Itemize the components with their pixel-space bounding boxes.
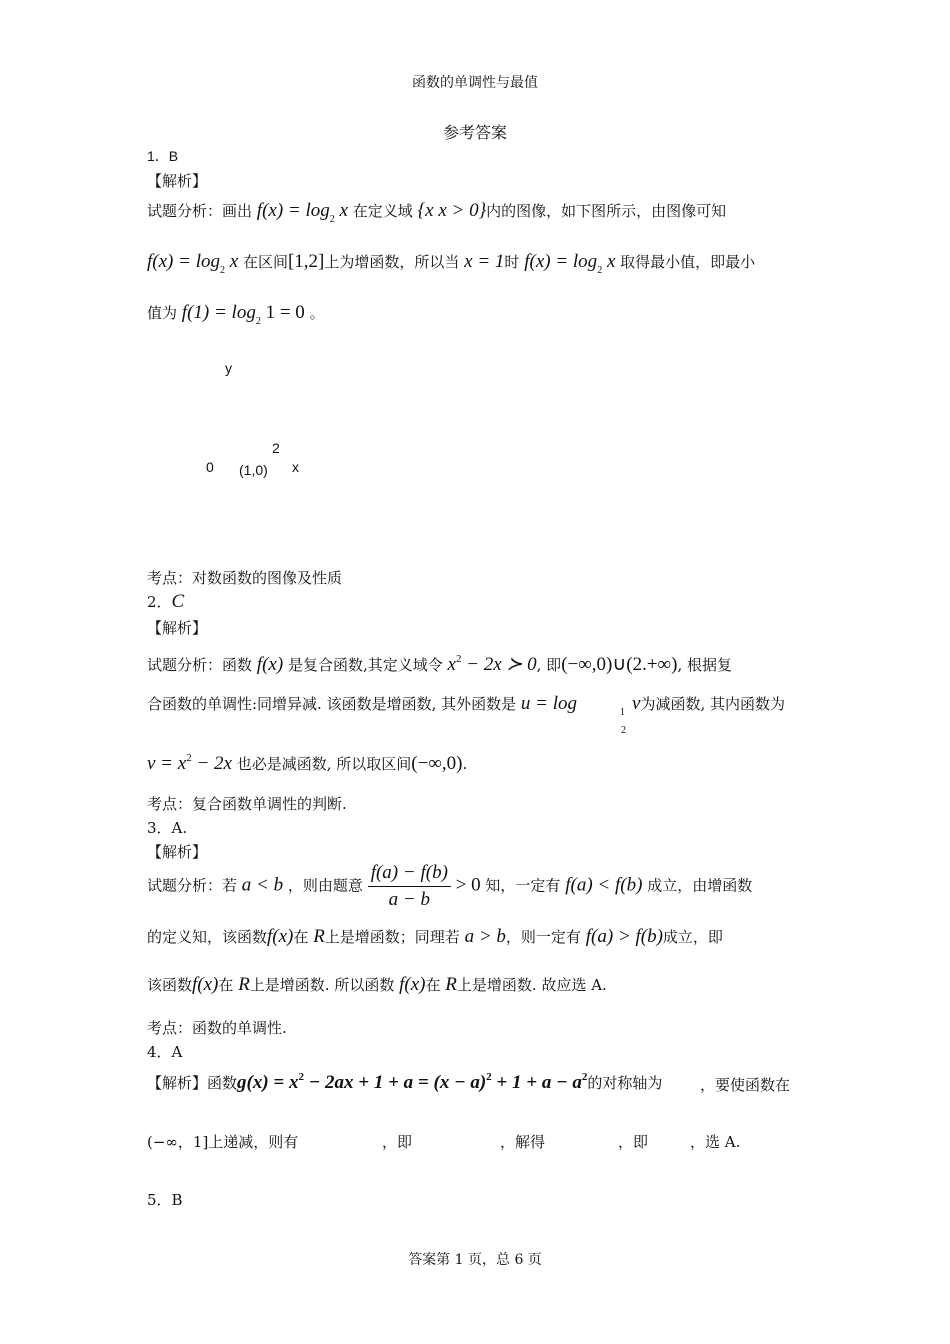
q4-line-1-end: ，要使函数在 — [700, 1076, 791, 1094]
q3-line-3: 该函数f(x)在 R上是增函数. 所以函数 f(x)在 R上是增函数. 故应选 A. — [147, 974, 607, 995]
q1-line-2: $f(x) = \log_2 x$ 在区间[1,2]上为增函数，所以当 x = 1时 $f(x) = \log_2 x$ 取得最小值，即最小 — [147, 251, 756, 276]
q4-line-2-part-e: ，选 A. — [690, 1133, 741, 1151]
graph-origin-label: 0 — [206, 459, 214, 475]
q4-line-2-part-d: ，即 — [618, 1133, 649, 1151]
q2-number: 2．C — [147, 591, 185, 612]
q3-fraction: $\frac{f(a) - f(b)}{a - b}$ — [368, 862, 451, 911]
q1-line-1: 试题分析：画出 $f(x) = \log_2 x$ 在定义域 {x x > 0}内的图像，如下图所示，由图像可知 — [147, 200, 727, 225]
graph-point-label: (1,0) — [239, 462, 268, 478]
q5-number: 5．B — [147, 1191, 183, 1209]
q1-kaodian: 考点：对数函数的图像及性质 — [147, 569, 343, 587]
q1-number: 1．B — [147, 148, 179, 164]
q3-number: 3．A. — [147, 819, 188, 837]
q3-line-1: 试题分析：若 a < b ，则由题意 $\frac{f(a) - f(b)}{a - b}$ > 0 知，一定有 f(a) < f(b) 成立，由增函数 — [147, 862, 753, 910]
q3-line-2: 的定义知，该函数f(x)在 R上是增函数；同理若 a > b，则一定有 f(a) > f(b)成立，即 — [147, 926, 723, 947]
section-title: 参考答案 — [442, 123, 507, 142]
q2-log-base-bottom: 2 — [621, 725, 626, 736]
q2-line-3: $v = x^2 - 2x$ 也必是减函数, 所以取区间(−∞,0). — [147, 752, 468, 774]
q2-line-1: 试题分析：函数 f(x) 是复合函数,其定义域令 $x^2 - 2x$ ≻ 0, 即(−∞,0)∪(2.+∞), 根据复 — [147, 653, 732, 675]
q4-line-1: 【解析】函数$g(x) = x^2 - 2ax + 1 + a = (x - a)^2 + 1 + a - a^2$的对称轴为 — [147, 1071, 663, 1093]
q2-log-base-top: 1 — [620, 707, 625, 718]
q4-line-2-part-c: ，解得 — [500, 1133, 546, 1151]
q4-line-2-part-b: ，即 — [382, 1133, 413, 1151]
graph-y-axis-label: y — [225, 360, 232, 376]
q2-kaodian: 考点：复合函数单调性的判断. — [147, 795, 347, 813]
q4-line-2-start: (−∞，1]上递减，则有 — [147, 1133, 299, 1151]
q3-kaodian: 考点：函数的单调性. — [147, 1019, 287, 1037]
q3-jiexi-heading: 【解析】 — [147, 843, 208, 861]
q1-line-3: 值为 $f(1) = \log_2 1 = 0$ 。 — [147, 302, 325, 327]
document-header: 函数的单调性与最值 — [412, 75, 538, 91]
q4-number: 4．A — [147, 1043, 183, 1061]
graph-tick-2-label: 2 — [272, 440, 280, 456]
q2-line-2-rest: v为减函数, 其内函数为 — [632, 693, 785, 714]
q2-jiexi-heading: 【解析】 — [147, 619, 208, 637]
graph-x-axis-label: x — [292, 459, 299, 475]
q2-line-2: 合函数的单调性:同增异减. 该函数是增函数, 其外函数是 u = log — [147, 693, 578, 714]
page-footer: 答案第 1 页，总 6 页 — [408, 1252, 542, 1268]
q1-jiexi-heading: 【解析】 — [147, 172, 208, 190]
